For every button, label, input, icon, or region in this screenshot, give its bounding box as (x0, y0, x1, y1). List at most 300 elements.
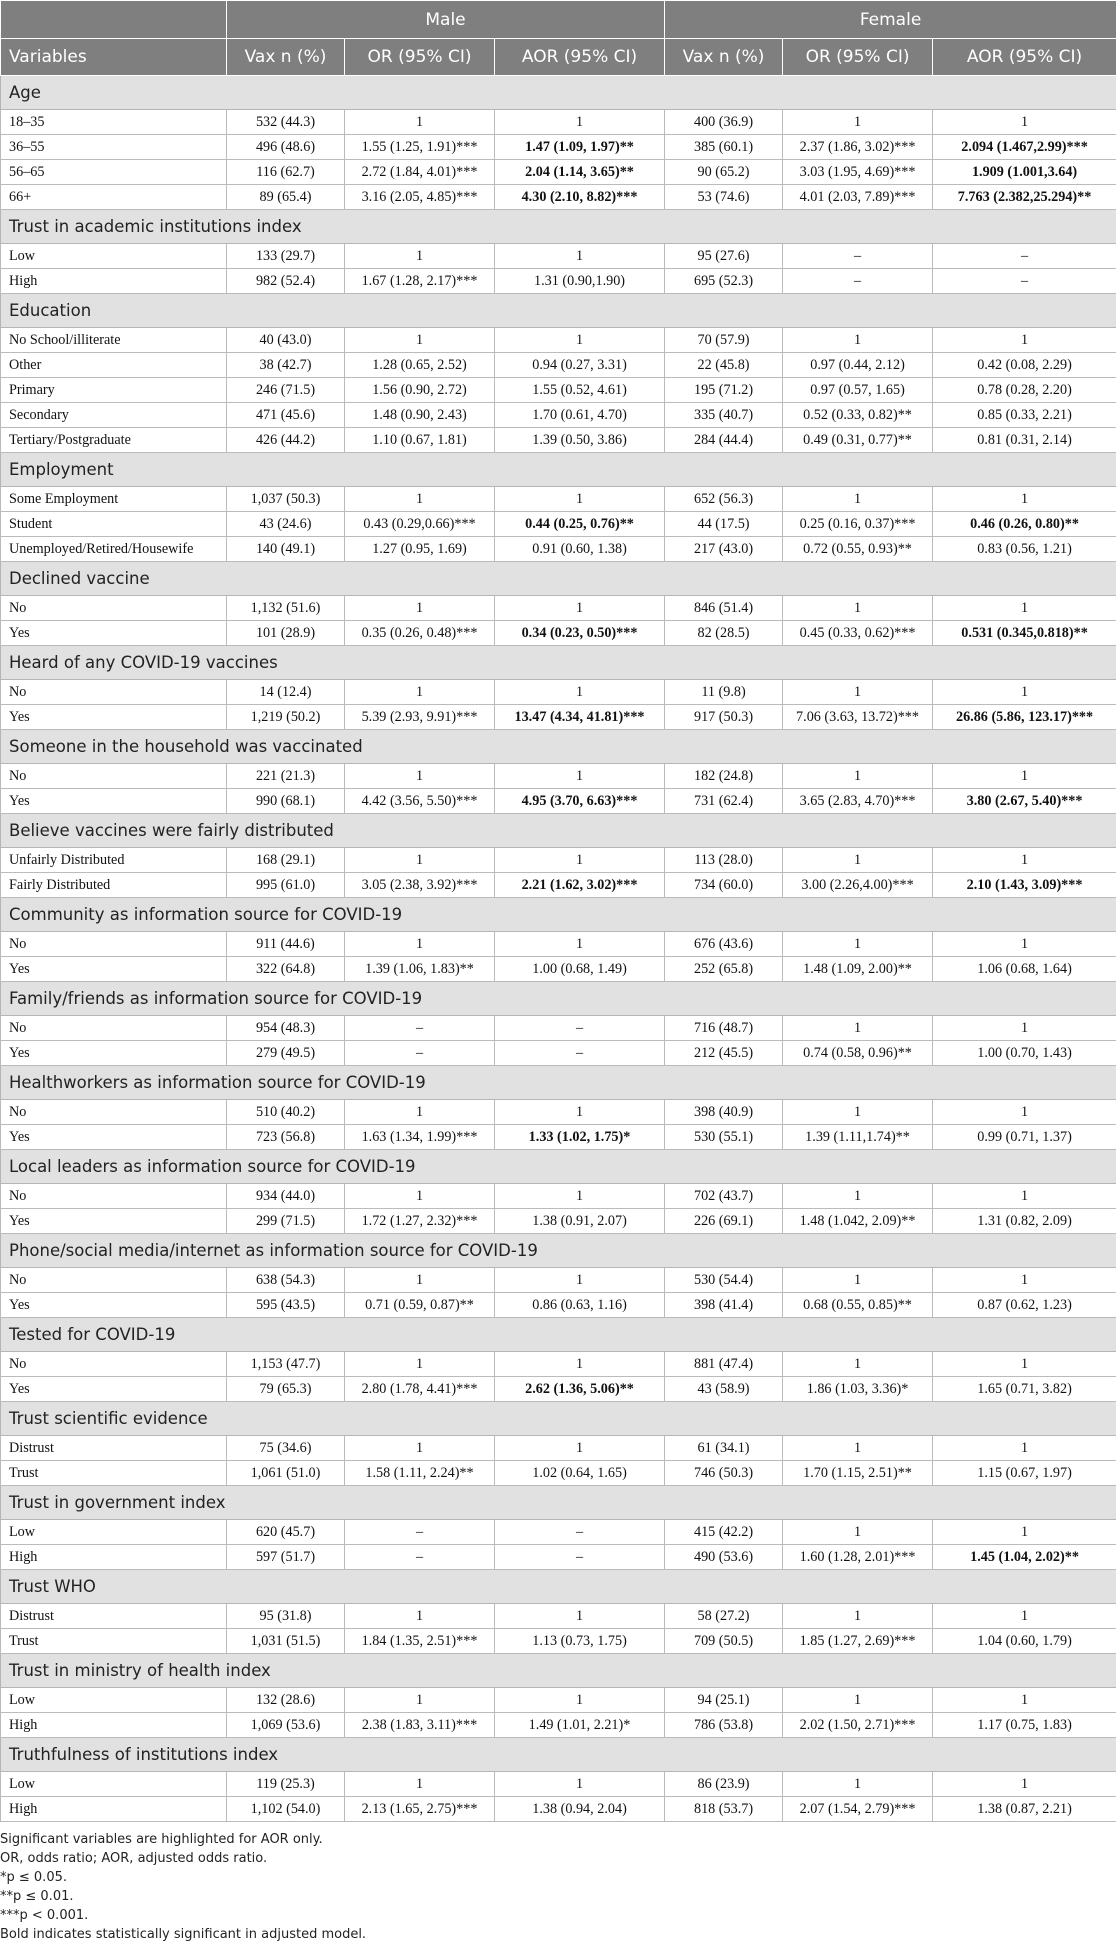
cell-female-vax: 53 (74.6) (665, 185, 783, 210)
cell-male-or: 2.38 (1.83, 3.11)*** (345, 1713, 495, 1738)
cell-male-or: 1 (345, 932, 495, 957)
row-label: Unemployed/Retired/Housewife (1, 537, 227, 562)
row-label: Yes (1, 1293, 227, 1318)
row-label: Yes (1, 1041, 227, 1066)
section-title: Trust in ministry of health index (1, 1654, 1116, 1688)
table-row (1, 512, 1116, 537)
cell-female-vax: 746 (50.3) (665, 1461, 783, 1486)
section-title: Believe vaccines were fairly distributed (1, 814, 1116, 848)
cell-female-vax: 415 (42.2) (665, 1520, 783, 1545)
cell-female-or: 1 (783, 110, 933, 135)
cell-male-or: – (345, 1016, 495, 1041)
row-label: No (1, 680, 227, 705)
row-label: Fairly Distributed (1, 873, 227, 898)
cell-female-vax: 61 (34.1) (665, 1436, 783, 1461)
cell-female-vax: 113 (28.0) (665, 848, 783, 873)
section-title: Phone/social media/internet as information source for COVID-19 (1, 1234, 1116, 1268)
cell-male-aor: 1.38 (0.94, 2.04) (495, 1797, 665, 1822)
table-row (1, 428, 1116, 453)
cell-female-aor: 1 (933, 1520, 1116, 1545)
section-title: Trust in academic institutions index (1, 210, 1116, 244)
table-row (1, 1772, 1116, 1797)
cell-male-or: – (345, 1041, 495, 1066)
section-title: Local leaders as information source for COVID-19 (1, 1150, 1116, 1184)
cell-male-vax: 140 (49.1) (227, 537, 345, 562)
cell-male-vax: 990 (68.1) (227, 789, 345, 814)
section-title: Community as information source for COVID-19 (1, 898, 1116, 932)
cell-male-vax: 995 (61.0) (227, 873, 345, 898)
cell-female-vax: 786 (53.8) (665, 1713, 783, 1738)
cell-male-or: 1 (345, 680, 495, 705)
table-row (1, 244, 1116, 269)
cell-female-aor: 7.763 (2.382,25.294)** (933, 185, 1116, 210)
row-label: High (1, 1797, 227, 1822)
cell-male-aor: 0.44 (0.25, 0.76)** (495, 512, 665, 537)
cell-male-aor: 1 (495, 764, 665, 789)
table-row (1, 1041, 1116, 1066)
section-title: Declined vaccine (1, 562, 1116, 596)
cell-male-or: 1 (345, 596, 495, 621)
cell-male-vax: 322 (64.8) (227, 957, 345, 982)
cell-male-vax: 934 (44.0) (227, 1184, 345, 1209)
table-row (1, 378, 1116, 403)
table-row (1, 1604, 1116, 1629)
cell-female-vax: 530 (54.4) (665, 1268, 783, 1293)
cell-female-aor: 0.78 (0.28, 2.20) (933, 378, 1116, 403)
cell-female-aor: – (933, 244, 1116, 269)
row-label: 36–55 (1, 135, 227, 160)
footnote-line: **p ≤ 0.01. (0, 1887, 1116, 1906)
cell-female-or: 1 (783, 1520, 933, 1545)
cell-male-aor: 0.34 (0.23, 0.50)*** (495, 621, 665, 646)
table-row (1, 1100, 1116, 1125)
cell-female-or: 1 (783, 1772, 933, 1797)
footnote-line: OR, odds ratio; AOR, adjusted odds ratio. (0, 1849, 1116, 1868)
cell-male-vax: 982 (52.4) (227, 269, 345, 294)
row-label: Tertiary/Postgraduate (1, 428, 227, 453)
cell-male-aor: 2.04 (1.14, 3.65)** (495, 160, 665, 185)
section-header-row (1, 1654, 1116, 1688)
cell-male-aor: 1 (495, 1352, 665, 1377)
cell-female-vax: 86 (23.9) (665, 1772, 783, 1797)
cell-female-or: 0.49 (0.31, 0.77)** (783, 428, 933, 453)
section-title: Employment (1, 453, 1116, 487)
cell-male-vax: 1,061 (51.0) (227, 1461, 345, 1486)
row-label: Distrust (1, 1604, 227, 1629)
table-row (1, 110, 1116, 135)
cell-female-vax: 734 (60.0) (665, 873, 783, 898)
cell-male-aor: 1 (495, 932, 665, 957)
header-female-or: OR (95% CI) (783, 39, 933, 76)
cell-female-aor: 1.15 (0.67, 1.97) (933, 1461, 1116, 1486)
row-label: High (1, 269, 227, 294)
cell-male-aor: 0.94 (0.27, 3.31) (495, 353, 665, 378)
cell-female-vax: 881 (47.4) (665, 1352, 783, 1377)
cell-male-aor: – (495, 1016, 665, 1041)
table-row (1, 764, 1116, 789)
cell-female-vax: 917 (50.3) (665, 705, 783, 730)
table-row (1, 1209, 1116, 1234)
table-row (1, 269, 1116, 294)
cell-male-vax: 246 (71.5) (227, 378, 345, 403)
cell-female-aor: – (933, 269, 1116, 294)
header-variables: Variables (1, 39, 227, 76)
cell-male-aor: 1.33 (1.02, 1.75)* (495, 1125, 665, 1150)
cell-female-vax: 226 (69.1) (665, 1209, 783, 1234)
cell-male-or: 1 (345, 848, 495, 873)
cell-male-aor: 1.31 (0.90,1.90) (495, 269, 665, 294)
cell-male-or: 5.39 (2.93, 9.91)*** (345, 705, 495, 730)
header-male-aor: AOR (95% CI) (495, 39, 665, 76)
cell-male-or: 1 (345, 1688, 495, 1713)
row-label: Student (1, 512, 227, 537)
cell-female-or: 3.65 (2.83, 4.70)*** (783, 789, 933, 814)
cell-male-or: 1.10 (0.67, 1.81) (345, 428, 495, 453)
cell-male-aor: 1.55 (0.52, 4.61) (495, 378, 665, 403)
cell-male-vax: 43 (24.6) (227, 512, 345, 537)
cell-female-aor: 1 (933, 1604, 1116, 1629)
section-header-row (1, 1066, 1116, 1100)
table-row (1, 596, 1116, 621)
cell-female-vax: 398 (41.4) (665, 1293, 783, 1318)
table-row (1, 932, 1116, 957)
cell-female-vax: 400 (36.9) (665, 110, 783, 135)
table-row (1, 135, 1116, 160)
cell-male-or: 1 (345, 328, 495, 353)
section-header-row (1, 982, 1116, 1016)
cell-male-or: 1.39 (1.06, 1.83)** (345, 957, 495, 982)
cell-female-vax: 716 (48.7) (665, 1016, 783, 1041)
row-label: Yes (1, 1209, 227, 1234)
row-label: No (1, 932, 227, 957)
section-title: Age (1, 76, 1116, 110)
row-label: 66+ (1, 185, 227, 210)
cell-male-or: 1.48 (0.90, 2.43) (345, 403, 495, 428)
section-header-row (1, 453, 1116, 487)
row-label: Yes (1, 1125, 227, 1150)
cell-female-aor: 1.31 (0.82, 2.09) (933, 1209, 1116, 1234)
cell-male-or: 1 (345, 1352, 495, 1377)
cell-female-vax: 530 (55.1) (665, 1125, 783, 1150)
cell-male-vax: 133 (29.7) (227, 244, 345, 269)
cell-male-aor: 1 (495, 596, 665, 621)
section-title: Heard of any COVID-19 vaccines (1, 646, 1116, 680)
cell-female-or: 0.97 (0.57, 1.65) (783, 378, 933, 403)
cell-male-or: 0.35 (0.26, 0.48)*** (345, 621, 495, 646)
cell-female-or: 1 (783, 932, 933, 957)
cell-female-vax: 490 (53.6) (665, 1545, 783, 1570)
cell-female-vax: 652 (56.3) (665, 487, 783, 512)
cell-male-vax: 168 (29.1) (227, 848, 345, 873)
row-label: 18–35 (1, 110, 227, 135)
cell-female-aor: 2.10 (1.43, 3.09)*** (933, 873, 1116, 898)
cell-female-vax: 94 (25.1) (665, 1688, 783, 1713)
cell-male-or: 1 (345, 110, 495, 135)
cell-male-vax: 279 (49.5) (227, 1041, 345, 1066)
cell-male-vax: 723 (56.8) (227, 1125, 345, 1150)
cell-female-or: 1 (783, 1604, 933, 1629)
cell-female-aor: 1.38 (0.87, 2.21) (933, 1797, 1116, 1822)
cell-male-vax: 299 (71.5) (227, 1209, 345, 1234)
table-row (1, 1713, 1116, 1738)
section-header-row (1, 294, 1116, 328)
cell-male-aor: 1.13 (0.73, 1.75) (495, 1629, 665, 1654)
cell-female-or: 1 (783, 1688, 933, 1713)
cell-male-vax: 496 (48.6) (227, 135, 345, 160)
cell-male-vax: 14 (12.4) (227, 680, 345, 705)
row-label: Yes (1, 789, 227, 814)
table-row (1, 789, 1116, 814)
row-label: No (1, 1352, 227, 1377)
cell-male-or: 1 (345, 1268, 495, 1293)
cell-male-vax: 116 (62.7) (227, 160, 345, 185)
row-label: Some Employment (1, 487, 227, 512)
cell-female-aor: 1 (933, 1268, 1116, 1293)
cell-female-or: 1.60 (1.28, 2.01)*** (783, 1545, 933, 1570)
cell-male-vax: 89 (65.4) (227, 185, 345, 210)
table-row (1, 873, 1116, 898)
cell-male-or: 1 (345, 1772, 495, 1797)
cell-female-or: 0.45 (0.33, 0.62)*** (783, 621, 933, 646)
table-row (1, 1377, 1116, 1402)
table-row (1, 1520, 1116, 1545)
cell-male-or: 1 (345, 1184, 495, 1209)
cell-female-aor: 1 (933, 328, 1116, 353)
cell-male-or: 2.13 (1.65, 2.75)*** (345, 1797, 495, 1822)
table-row (1, 185, 1116, 210)
cell-female-aor: 1 (933, 764, 1116, 789)
cell-female-aor: 0.83 (0.56, 1.21) (933, 537, 1116, 562)
cell-male-or: 1.72 (1.27, 2.32)*** (345, 1209, 495, 1234)
header-group-female: Female (665, 1, 1116, 39)
section-title: Trust scientific evidence (1, 1402, 1116, 1436)
section-header-row (1, 210, 1116, 244)
cell-female-aor: 1.17 (0.75, 1.83) (933, 1713, 1116, 1738)
cell-female-aor: 0.531 (0.345,0.818)** (933, 621, 1116, 646)
cell-female-or: 1 (783, 596, 933, 621)
cell-female-aor: 1.45 (1.04, 2.02)** (933, 1545, 1116, 1570)
cell-male-aor: 1 (495, 487, 665, 512)
cell-female-aor: 1.00 (0.70, 1.43) (933, 1041, 1116, 1066)
cell-female-aor: 0.46 (0.26, 0.80)** (933, 512, 1116, 537)
cell-female-vax: 182 (24.8) (665, 764, 783, 789)
table-row (1, 160, 1116, 185)
table-row (1, 487, 1116, 512)
cell-female-or: 1 (783, 680, 933, 705)
section-header-row (1, 1402, 1116, 1436)
cell-male-vax: 119 (25.3) (227, 1772, 345, 1797)
cell-female-aor: 26.86 (5.86, 123.17)*** (933, 705, 1116, 730)
header-group-male: Male (227, 1, 665, 39)
cell-female-or: 0.52 (0.33, 0.82)** (783, 403, 933, 428)
cell-female-vax: 212 (45.5) (665, 1041, 783, 1066)
table-row (1, 353, 1116, 378)
row-label: Low (1, 1688, 227, 1713)
section-header-row (1, 646, 1116, 680)
header-female-vax: Vax n (%) (665, 39, 783, 76)
cell-female-aor: 1 (933, 1184, 1116, 1209)
section-header-row (1, 76, 1116, 110)
row-label: No (1, 1100, 227, 1125)
cell-female-or: 1.48 (1.042, 2.09)** (783, 1209, 933, 1234)
cell-male-or: 3.05 (2.38, 3.92)*** (345, 873, 495, 898)
cell-female-aor: 1.65 (0.71, 3.82) (933, 1377, 1116, 1402)
cell-male-vax: 597 (51.7) (227, 1545, 345, 1570)
table-row (1, 537, 1116, 562)
cell-male-aor: 4.95 (3.70, 6.63)*** (495, 789, 665, 814)
cell-female-aor: 1 (933, 680, 1116, 705)
cell-male-aor: 0.91 (0.60, 1.38) (495, 537, 665, 562)
cell-male-or: 1.63 (1.34, 1.99)*** (345, 1125, 495, 1150)
header-male-or: OR (95% CI) (345, 39, 495, 76)
table-footnotes (0, 1822, 1116, 1944)
cell-female-or: 1 (783, 1016, 933, 1041)
section-header-row (1, 814, 1116, 848)
table-row (1, 1688, 1116, 1713)
cell-female-vax: 217 (43.0) (665, 537, 783, 562)
cell-female-or: 2.07 (1.54, 2.79)*** (783, 1797, 933, 1822)
section-header-row (1, 1486, 1116, 1520)
row-label: Unfairly Distributed (1, 848, 227, 873)
cell-male-aor: – (495, 1545, 665, 1570)
cell-female-or: 1 (783, 848, 933, 873)
cell-female-or: 4.01 (2.03, 7.89)*** (783, 185, 933, 210)
cell-male-vax: 75 (34.6) (227, 1436, 345, 1461)
cell-female-or: 1 (783, 1184, 933, 1209)
cell-male-vax: 911 (44.6) (227, 932, 345, 957)
table-header (1, 1, 1116, 76)
cell-female-or: 3.00 (2.26,4.00)*** (783, 873, 933, 898)
cell-male-aor: 1 (495, 680, 665, 705)
cell-male-vax: 1,219 (50.2) (227, 705, 345, 730)
cell-male-or: 2.72 (1.84, 4.01)*** (345, 160, 495, 185)
cell-female-aor: 1 (933, 1352, 1116, 1377)
cell-female-vax: 43 (58.9) (665, 1377, 783, 1402)
cell-female-or: 1 (783, 487, 933, 512)
cell-female-aor: 1.04 (0.60, 1.79) (933, 1629, 1116, 1654)
section-title: Education (1, 294, 1116, 328)
section-title: Truthfulness of institutions index (1, 1738, 1116, 1772)
cell-female-aor: 1 (933, 1688, 1116, 1713)
cell-female-vax: 58 (27.2) (665, 1604, 783, 1629)
cell-male-vax: 532 (44.3) (227, 110, 345, 135)
cell-female-or: 1.86 (1.03, 3.36)* (783, 1377, 933, 1402)
cell-female-vax: 335 (40.7) (665, 403, 783, 428)
row-label: No (1, 1016, 227, 1041)
footnote-line: Significant variables are highlighted for AOR only. (0, 1830, 1116, 1849)
cell-male-vax: 79 (65.3) (227, 1377, 345, 1402)
cell-female-or: 1 (783, 764, 933, 789)
cell-male-aor: 1 (495, 1184, 665, 1209)
cell-female-aor: 1 (933, 1016, 1116, 1041)
cell-female-aor: 1 (933, 848, 1116, 873)
footnote-line: ***p < 0.001. (0, 1906, 1116, 1925)
cell-female-vax: 846 (51.4) (665, 596, 783, 621)
header-blank-cell (1, 1, 227, 39)
header-female-aor: AOR (95% CI) (933, 39, 1116, 76)
section-header-row (1, 1234, 1116, 1268)
cell-female-vax: 11 (9.8) (665, 680, 783, 705)
cell-female-vax: 195 (71.2) (665, 378, 783, 403)
table-row (1, 1268, 1116, 1293)
row-label: No (1, 764, 227, 789)
cell-female-or: 1 (783, 1352, 933, 1377)
cell-female-or: 1.85 (1.27, 2.69)*** (783, 1629, 933, 1654)
table-row (1, 957, 1116, 982)
cell-male-aor: 1.00 (0.68, 1.49) (495, 957, 665, 982)
table-body (1, 76, 1116, 1822)
cell-male-aor: 1 (495, 1772, 665, 1797)
row-label: Low (1, 1772, 227, 1797)
cell-male-or: 1.67 (1.28, 2.17)*** (345, 269, 495, 294)
cell-male-or: 1.58 (1.11, 2.24)** (345, 1461, 495, 1486)
section-header-row (1, 1570, 1116, 1604)
cell-male-or: 1 (345, 244, 495, 269)
cell-female-vax: 95 (27.6) (665, 244, 783, 269)
table-row (1, 1293, 1116, 1318)
cell-female-or: 1.48 (1.09, 2.00)** (783, 957, 933, 982)
cell-male-vax: 595 (43.5) (227, 1293, 345, 1318)
section-header-row (1, 898, 1116, 932)
cell-female-or: 0.25 (0.16, 0.37)*** (783, 512, 933, 537)
table-row (1, 403, 1116, 428)
cell-male-vax: 1,132 (51.6) (227, 596, 345, 621)
cell-male-or: 2.80 (1.78, 4.41)*** (345, 1377, 495, 1402)
row-label: No (1, 596, 227, 621)
cell-male-or: 1.28 (0.65, 2.52) (345, 353, 495, 378)
row-label: Yes (1, 621, 227, 646)
cell-female-aor: 0.81 (0.31, 2.14) (933, 428, 1116, 453)
cell-female-aor: 1.909 (1.001,3.64) (933, 160, 1116, 185)
cell-male-vax: 1,153 (47.7) (227, 1352, 345, 1377)
cell-male-or: 1 (345, 1100, 495, 1125)
cell-male-or: 0.43 (0.29,0.66)*** (345, 512, 495, 537)
cell-female-aor: 1 (933, 110, 1116, 135)
row-label: Other (1, 353, 227, 378)
cell-male-or: 1.84 (1.35, 2.51)*** (345, 1629, 495, 1654)
cell-male-or: 3.16 (2.05, 4.85)*** (345, 185, 495, 210)
cell-female-or: 3.03 (1.95, 4.69)*** (783, 160, 933, 185)
footnote-line: Bold indicates statistically significant in adjusted model. (0, 1925, 1116, 1944)
section-title: Healthworkers as information source for COVID-19 (1, 1066, 1116, 1100)
cell-female-or: – (783, 269, 933, 294)
cell-female-or: – (783, 244, 933, 269)
cell-female-or: 2.02 (1.50, 2.71)*** (783, 1713, 933, 1738)
section-header-row (1, 730, 1116, 764)
cell-male-or: 1 (345, 1604, 495, 1629)
table-row (1, 848, 1116, 873)
cell-male-vax: 620 (45.7) (227, 1520, 345, 1545)
cell-male-aor: 1 (495, 110, 665, 135)
cell-female-vax: 90 (65.2) (665, 160, 783, 185)
cell-male-aor: 1.70 (0.61, 4.70) (495, 403, 665, 428)
cell-female-vax: 70 (57.9) (665, 328, 783, 353)
row-label: Low (1, 244, 227, 269)
cell-female-vax: 702 (43.7) (665, 1184, 783, 1209)
cell-male-vax: 132 (28.6) (227, 1688, 345, 1713)
cell-female-vax: 818 (53.7) (665, 1797, 783, 1822)
cell-female-aor: 1 (933, 932, 1116, 957)
cell-female-or: 1 (783, 1100, 933, 1125)
cell-female-or: 7.06 (3.63, 13.72)*** (783, 705, 933, 730)
cell-male-or: 0.71 (0.59, 0.87)** (345, 1293, 495, 1318)
cell-male-vax: 510 (40.2) (227, 1100, 345, 1125)
cell-female-aor: 2.094 (1.467,2.99)*** (933, 135, 1116, 160)
table-row (1, 328, 1116, 353)
cell-male-aor: – (495, 1041, 665, 1066)
row-label: Secondary (1, 403, 227, 428)
table-row (1, 1461, 1116, 1486)
